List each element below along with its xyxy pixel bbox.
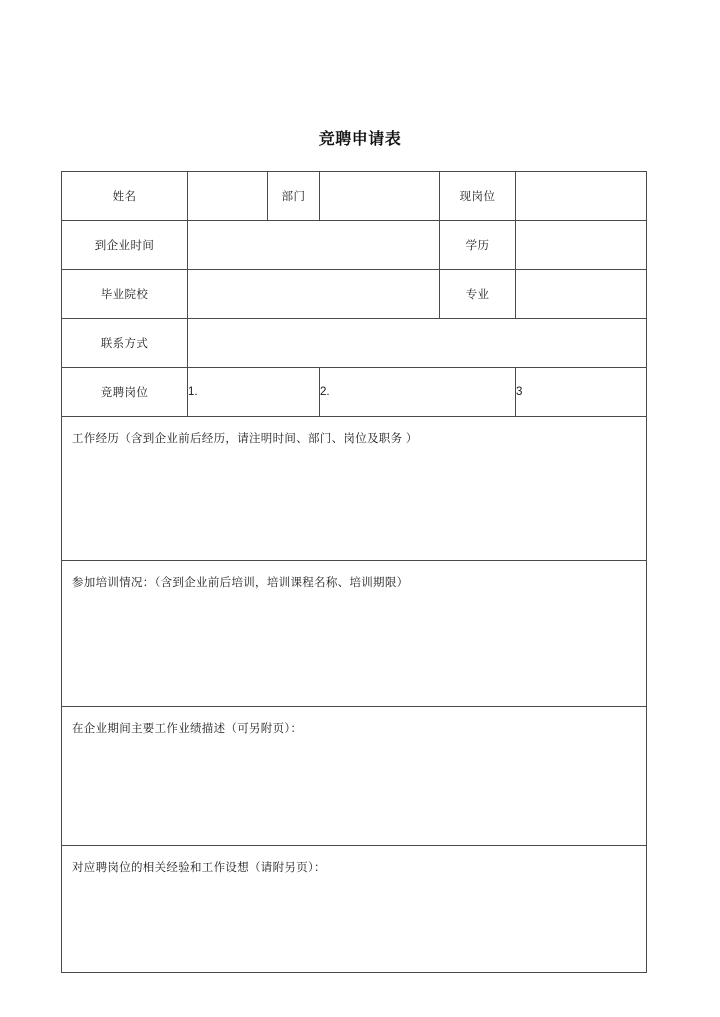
table-row-performance-description [62,707,647,846]
field-work-experience[interactable]: 工作经历（含到企业前后经历，请注明时间、部门、岗位及职务 ） [62,417,647,561]
field-relevant-experience-and-plan[interactable]: 对应聘岗位的相关经验和工作设想（请附另页）： [62,846,647,973]
field-department[interactable] [320,172,440,221]
label-contact: 联系方式 [62,319,188,368]
label-applied-positions: 竞聘岗位 [62,368,188,417]
field-education[interactable] [516,221,647,270]
label-major: 专业 [440,270,516,319]
table-row-training-record [62,561,647,707]
label-education: 学历 [440,221,516,270]
field-applied-position-2[interactable]: 2. [320,368,516,417]
label-name: 姓名 [62,172,188,221]
label-department: 部门 [268,172,320,221]
field-training-record[interactable]: 参加培训情况：（含到企业前后培训，培训课程名称、培训期限） [62,561,647,707]
field-applied-position-1[interactable]: 1. [188,368,320,417]
page-title: 竞聘申请表 [318,131,402,148]
label-current-position: 现岗位 [440,172,516,221]
field-school[interactable] [188,270,440,319]
table-row-applied-positions [62,368,647,417]
field-contact[interactable] [188,319,647,368]
table-row-join-education [62,221,647,270]
table-row-work-experience [62,417,647,561]
field-applied-position-3[interactable]: 3 [516,368,647,417]
label-join-date: 到企业时间 [62,221,188,270]
table-row-basic-info [62,172,647,221]
table-row-school-major [62,270,647,319]
field-current-position[interactable] [516,172,647,221]
field-name[interactable] [188,172,268,221]
field-major[interactable] [516,270,647,319]
label-school: 毕业院校 [62,270,188,319]
field-performance-description[interactable]: 在企业期间主要工作业绩描述（可另附页）： [62,707,647,846]
application-form-table [61,171,647,973]
table-row-relevant-experience-and-plan [62,846,647,973]
table-row-contact [62,319,647,368]
field-join-date[interactable] [188,221,440,270]
